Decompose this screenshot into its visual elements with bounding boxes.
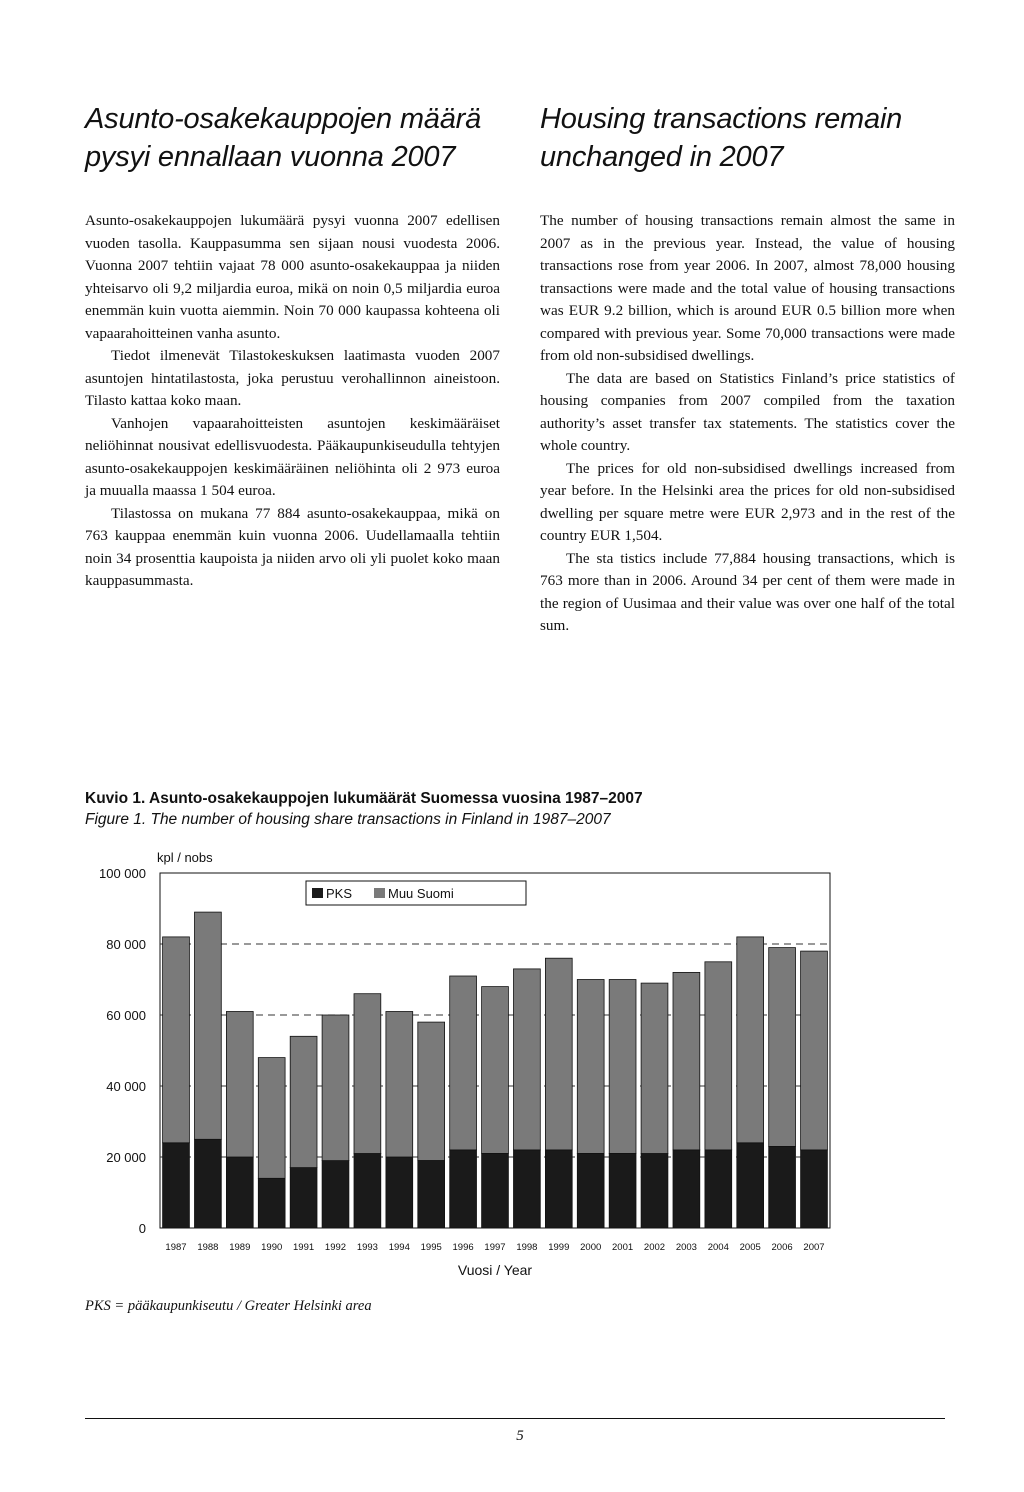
finnish-paragraph: Vanhojen vapaarahoitteisten asuntojen keskimääräiset neliöhinnat nousivat edellisvuodesta. Pääkaupunkiseudulla tehtyjen asunto-osakekauppojen keskimääräinen neliöhinta oli 2 973 euroa ja muualla maassa 1 504 euroa.: [85, 414, 500, 499]
bar-pks: [322, 1161, 349, 1228]
bar-muu-suomi: [769, 948, 796, 1147]
bar-pks: [737, 1143, 764, 1228]
page-number: 5: [516, 1428, 524, 1444]
x-tick-label: 1996: [452, 1242, 474, 1253]
bar-muu-suomi: [322, 1015, 349, 1161]
x-tick-label: 2005: [739, 1242, 761, 1253]
x-tick-label: 1993: [356, 1242, 378, 1253]
x-tick-label: 2000: [580, 1242, 602, 1253]
y-axis-label: kpl / nobs: [157, 850, 213, 865]
english-paragraph: The prices for old non-subsidised dwellings increased from year before. In the Helsinki area the prices for old non-subsidised dwelling per square metre were EUR 2,973 and in the rest of the country EUR 1,504.: [540, 459, 955, 544]
figure-caption: [85, 788, 945, 830]
bar-pks: [450, 1150, 477, 1228]
bar-muu-suomi: [641, 983, 668, 1153]
y-tick-label: 100 000: [99, 866, 146, 881]
bar-muu-suomi: [609, 980, 636, 1154]
bar-pks: [769, 1146, 796, 1228]
legend-label-pks: PKS: [326, 886, 353, 901]
finnish-heading: [85, 100, 500, 176]
english-paragraph: The data are based on Statistics Finland’s price statistics of housing companies from 2007 compiled from the taxation authority’s asset transfer tax statements. The statistics cover the whole country.: [540, 369, 955, 454]
bar-muu-suomi: [737, 937, 764, 1143]
y-tick-labels: [99, 866, 146, 1236]
x-tick-label: 1990: [261, 1242, 283, 1253]
bar-pks: [163, 1143, 190, 1228]
english-heading-line2: unchanged in 2007: [540, 141, 784, 173]
finnish-column: [85, 100, 500, 593]
x-tick-label: 2004: [707, 1242, 729, 1253]
bars: [163, 912, 828, 1228]
bar-muu-suomi: [801, 951, 828, 1150]
legend: [306, 881, 526, 905]
english-column: [540, 100, 955, 638]
bar-pks: [641, 1153, 668, 1228]
bar-pks: [514, 1150, 541, 1228]
figure-title-finnish: Kuvio 1. Asunto-osakekauppojen lukumäärät Suomessa vuosina 1987–2007: [85, 790, 643, 807]
bar-muu-suomi: [258, 1058, 285, 1179]
x-tick-label: 2006: [771, 1242, 793, 1253]
bar-pks: [290, 1168, 317, 1228]
bar-muu-suomi: [290, 1036, 317, 1167]
y-tick-label: 80 000: [106, 937, 146, 952]
x-tick-label: 2001: [612, 1242, 634, 1253]
figure-title-english: Figure 1. The number of housing share transactions in Finland in 1987–2007: [85, 811, 611, 828]
bar-pks: [418, 1161, 445, 1228]
x-tick-label: 1995: [420, 1242, 442, 1253]
bar-muu-suomi: [163, 937, 190, 1143]
bar-pks: [482, 1153, 509, 1228]
footer-rule: [85, 1418, 945, 1419]
bar-pks: [386, 1157, 413, 1228]
x-tick-label: 1988: [197, 1242, 219, 1253]
bar-muu-suomi: [673, 972, 700, 1150]
x-tick-label: 2003: [675, 1242, 697, 1253]
bar-muu-suomi: [545, 958, 572, 1150]
x-tick-label: 1999: [548, 1242, 570, 1253]
y-tick-label: 0: [138, 1221, 146, 1236]
bar-chart: [60, 840, 860, 1290]
bar-muu-suomi: [577, 980, 604, 1154]
legend-label-muu-suomi: Muu Suomi: [388, 886, 454, 901]
finnish-paragraph: Tilastossa on mukana 77 884 asunto-osakekauppaa, mikä on 763 kauppaa enemmän kuin vuonna 2006. Uudellamaalla tehtiin noin 34 prosenttia kaupoista ja niiden arvo oli yli puolet koko maan kauppasummasta.: [85, 504, 500, 589]
bar-pks: [545, 1150, 572, 1228]
bar-muu-suomi: [418, 1022, 445, 1160]
x-tick-label: 1991: [293, 1242, 315, 1253]
english-heading: [540, 100, 955, 176]
bar-muu-suomi: [705, 962, 732, 1150]
x-axis-label: Vuosi / Year: [457, 1262, 533, 1278]
bar-pks: [258, 1178, 285, 1228]
y-tick-label: 20 000: [106, 1150, 146, 1165]
legend-swatch-pks: [312, 888, 323, 898]
english-paragraph: The sta tistics include 77,884 housing transactions, which is 763 more than in 2006. Around 34 per cent of them were made in the region of Uusimaa and their value was over one half of the total sum.: [540, 549, 955, 634]
bar-muu-suomi: [226, 1012, 253, 1158]
x-tick-label: 1997: [484, 1242, 506, 1253]
footnote: PKS = pääkaupunkiseutu / Greater Helsinki area: [85, 1298, 372, 1314]
y-tick-label: 40 000: [106, 1079, 146, 1094]
finnish-heading-line2: pysyi ennallaan vuonna 2007: [85, 141, 456, 173]
finnish-heading-line1: Asunto-osakekauppojen määrä: [85, 103, 482, 135]
bar-pks: [577, 1153, 604, 1228]
english-heading-line1: Housing transactions remain: [540, 103, 903, 135]
x-tick-label: 1998: [516, 1242, 538, 1253]
bar-pks: [801, 1150, 828, 1228]
bar-muu-suomi: [450, 976, 477, 1150]
english-paragraph: The number of housing transactions remain almost the same in 2007 as in the previous year. Instead, the value of housing transactions rose from year 2006. In 2007, almost 78,000 housing transactions were made and the total value of housing transactions was EUR 9.2 billion, which is around EUR 0.5 billion more when compared with previous year. Some 70,000 transactions were made from old non-subsidised dwellings.: [540, 212, 955, 364]
bar-muu-suomi: [386, 1012, 413, 1158]
bar-muu-suomi: [354, 994, 381, 1154]
bar-pks: [705, 1150, 732, 1228]
bar-muu-suomi: [514, 969, 541, 1150]
x-tick-label: 1992: [324, 1242, 347, 1253]
x-tick-label: 2002: [643, 1242, 666, 1253]
x-tick-label: 2007: [803, 1242, 825, 1253]
x-tick-label: 1989: [229, 1242, 251, 1253]
x-tick-labels: [165, 1242, 824, 1253]
finnish-paragraph: Tiedot ilmenevät Tilastokeskuksen laatimasta vuoden 2007 asuntojen hintatilastosta, joka perustuu verohallinnon aineistoon. Tilasto kattaa koko maan.: [85, 347, 500, 409]
bar-muu-suomi: [482, 987, 509, 1154]
x-tick-label: 1994: [388, 1242, 410, 1253]
y-tick-label: 60 000: [106, 1008, 146, 1023]
bar-pks: [354, 1153, 381, 1228]
bar-pks: [609, 1153, 636, 1228]
legend-swatch-muu-suomi: [374, 888, 385, 898]
bar-muu-suomi: [195, 912, 222, 1139]
finnish-paragraph: Asunto-osakekauppojen lukumäärä pysyi vuonna 2007 edellisen vuoden tasolla. Kauppasumma sen sijaan nousi vuodesta 2006. Vuonna 2007 tehtiin vajaat 78 000 asunto-osakekauppaa ja niiden yhteisarvo oli 9,2 miljardia euroa, mikä on noin 0,5 miljardia euroa enemmän kuin vuotta aiemmin. Noin 70 000 kaupassa kohteena oli vapaarahoitteinen vanha asunto.: [85, 212, 500, 342]
bar-pks: [195, 1139, 222, 1228]
x-tick-label: 1987: [165, 1242, 187, 1253]
bar-pks: [226, 1157, 253, 1228]
bar-pks: [673, 1150, 700, 1228]
